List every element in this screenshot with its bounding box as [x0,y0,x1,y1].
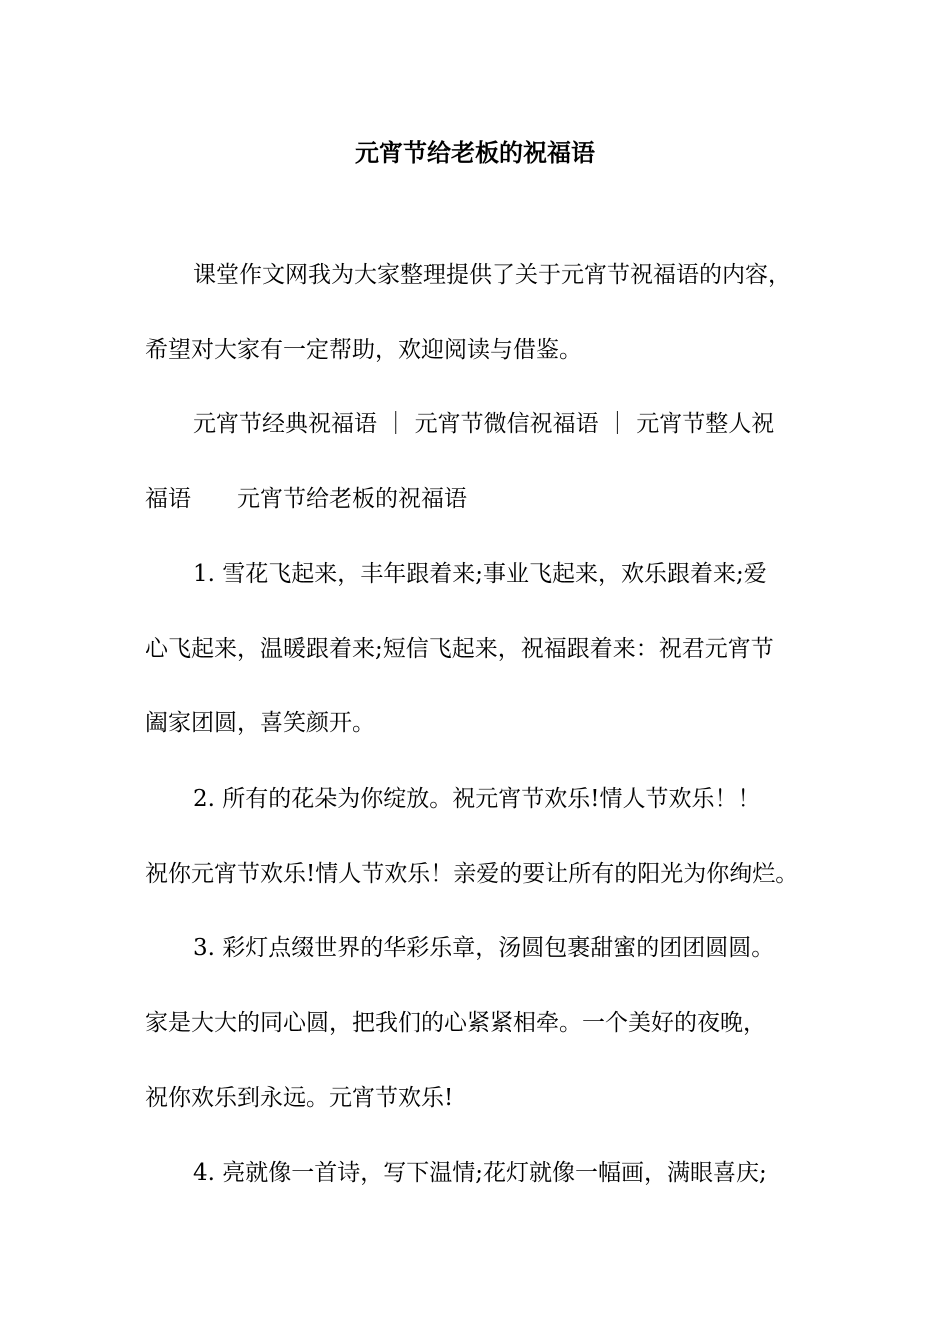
paragraph-line: 家是大大的同心圆，把我们的心紧紧相牵。一个美好的夜晚， [145,1010,766,1036]
paragraph-line: 希望对大家有一定帮助，欢迎阅读与借鉴。 [145,337,582,363]
paragraph-line: 3. 彩灯点缀世界的华彩乐章，汤圆包裹甜蜜的团团圆圆。 [193,935,775,961]
paragraph-line: 2. 所有的花朵为你绽放。祝元宵节欢乐!情人节欢乐！！ [193,786,761,812]
paragraph-line: 4. 亮就像一首诗，写下温情;花灯就像一幅画，满眼喜庆; [193,1160,767,1186]
paragraph-line: 祝你欢乐到永远。元宵节欢乐! [145,1085,454,1111]
paragraph-line: 元宵节经典祝福语 ｜ 元宵节微信祝福语 ｜ 元宵节整人祝 [193,411,775,437]
paragraph-line: 阖家团圆，喜笑颜开。 [145,710,375,736]
paragraph-line: 祝你元宵节欢乐!情人节欢乐！亲爱的要让所有的阳光为你绚烂。 [145,861,799,887]
paragraph-line: 福语 元宵节给老板的祝福语 [145,486,467,512]
document-title: 元宵节给老板的祝福语 [355,138,595,167]
paragraph-line: 心飞起来，温暖跟着来;短信飞起来，祝福跟着来：祝君元宵节 [145,636,774,662]
paragraph-line: 课堂作文网我为大家整理提供了关于元宵节祝福语的内容， [193,262,791,288]
paragraph-line: 1. 雪花飞起来，丰年跟着来;事业飞起来，欢乐跟着来;爱 [193,561,767,587]
